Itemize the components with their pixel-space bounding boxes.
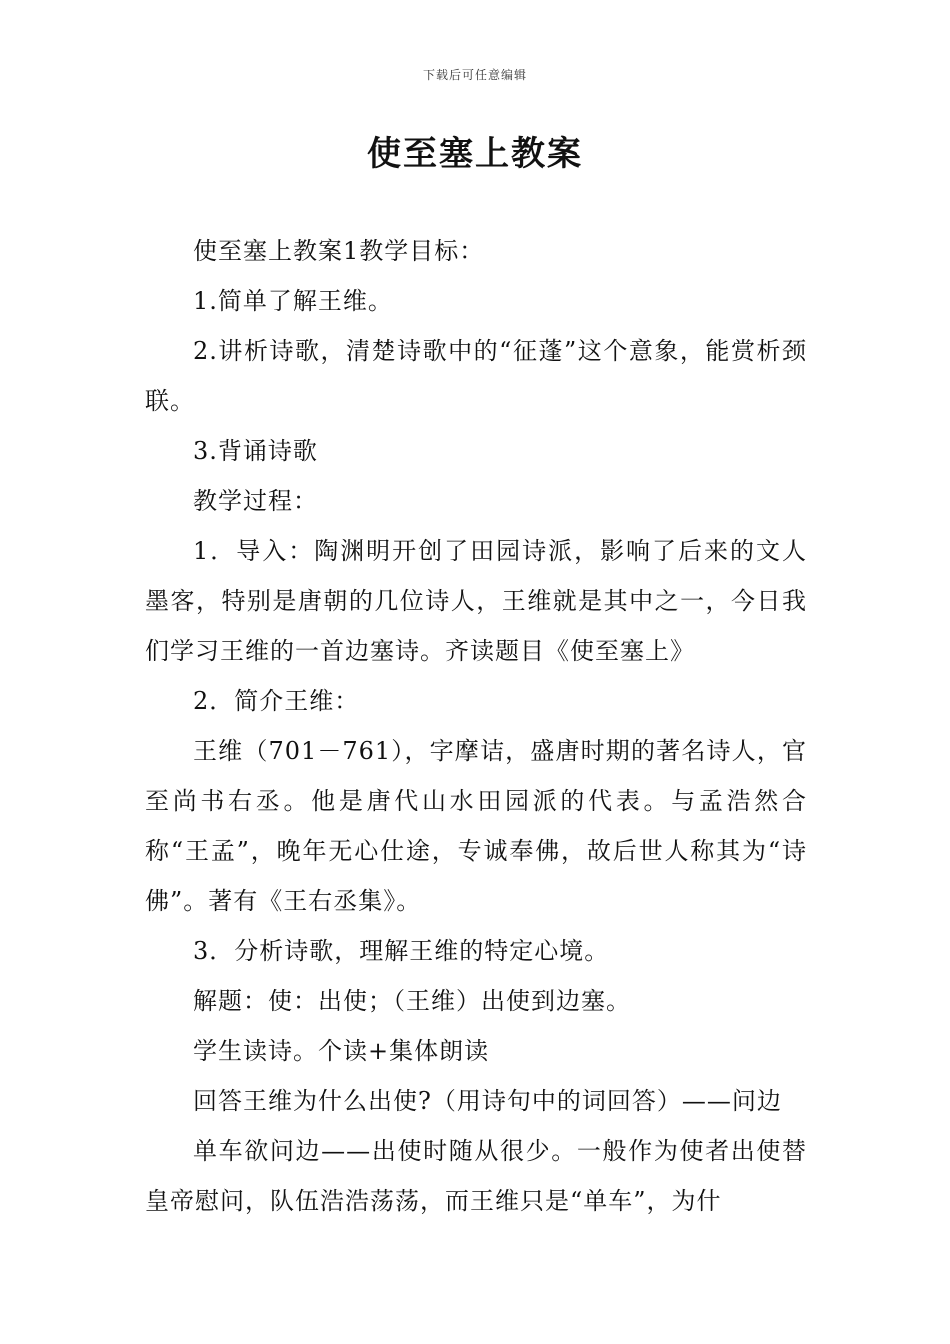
header-note: 下载后可任意编辑 (422, 68, 527, 82)
paragraph: 单车欲问边——出使时随从很少。一般作为使者出使替皇帝慰问，队伍浩浩荡荡，而王维只是“单车”，为什 (145, 1137, 807, 1215)
paragraph: 2．简介王维： (193, 687, 360, 715)
paragraph: 回答王维为什么出使?（用诗句中的词回答）——问边 (193, 1087, 782, 1115)
paragraph: 使至塞上教案1教学目标： (193, 237, 485, 265)
paragraph: 教学过程： (193, 487, 318, 515)
paragraph: 1.简单了解王维。 (193, 287, 393, 315)
paragraph: 1．导入：陶渊明开创了田园诗派，影响了后来的文人墨客，特别是唐朝的几位诗人，王维就是其中之一，今日我们学习王维的一首边塞诗。齐读题目《使至塞上》 (145, 537, 807, 665)
paragraph: 3.背诵诗歌 (193, 437, 318, 465)
paragraph: 王维（701－761），字摩诘，盛唐时期的著名诗人，官至尚书右丞。他是唐代山水田园派的代表。与孟浩然合称“王孟”，晚年无心仕途，专诚奉佛，故后世人称其为“诗佛”。著有《王右丞集》。 (145, 737, 807, 915)
paragraph: 解题：使：出使；（王维）出使到边塞。 (193, 987, 631, 1015)
document-body (145, 226, 807, 1226)
paragraph: 3．分析诗歌，理解王维的特定心境。 (193, 937, 610, 965)
document-title: 使至塞上教案 (367, 134, 583, 174)
paragraph: 学生读诗。个读+集体朗读 (193, 1037, 490, 1065)
paragraph: 2.讲析诗歌，清楚诗歌中的“征蓬”这个意象，能赏析颈联。 (145, 337, 807, 415)
